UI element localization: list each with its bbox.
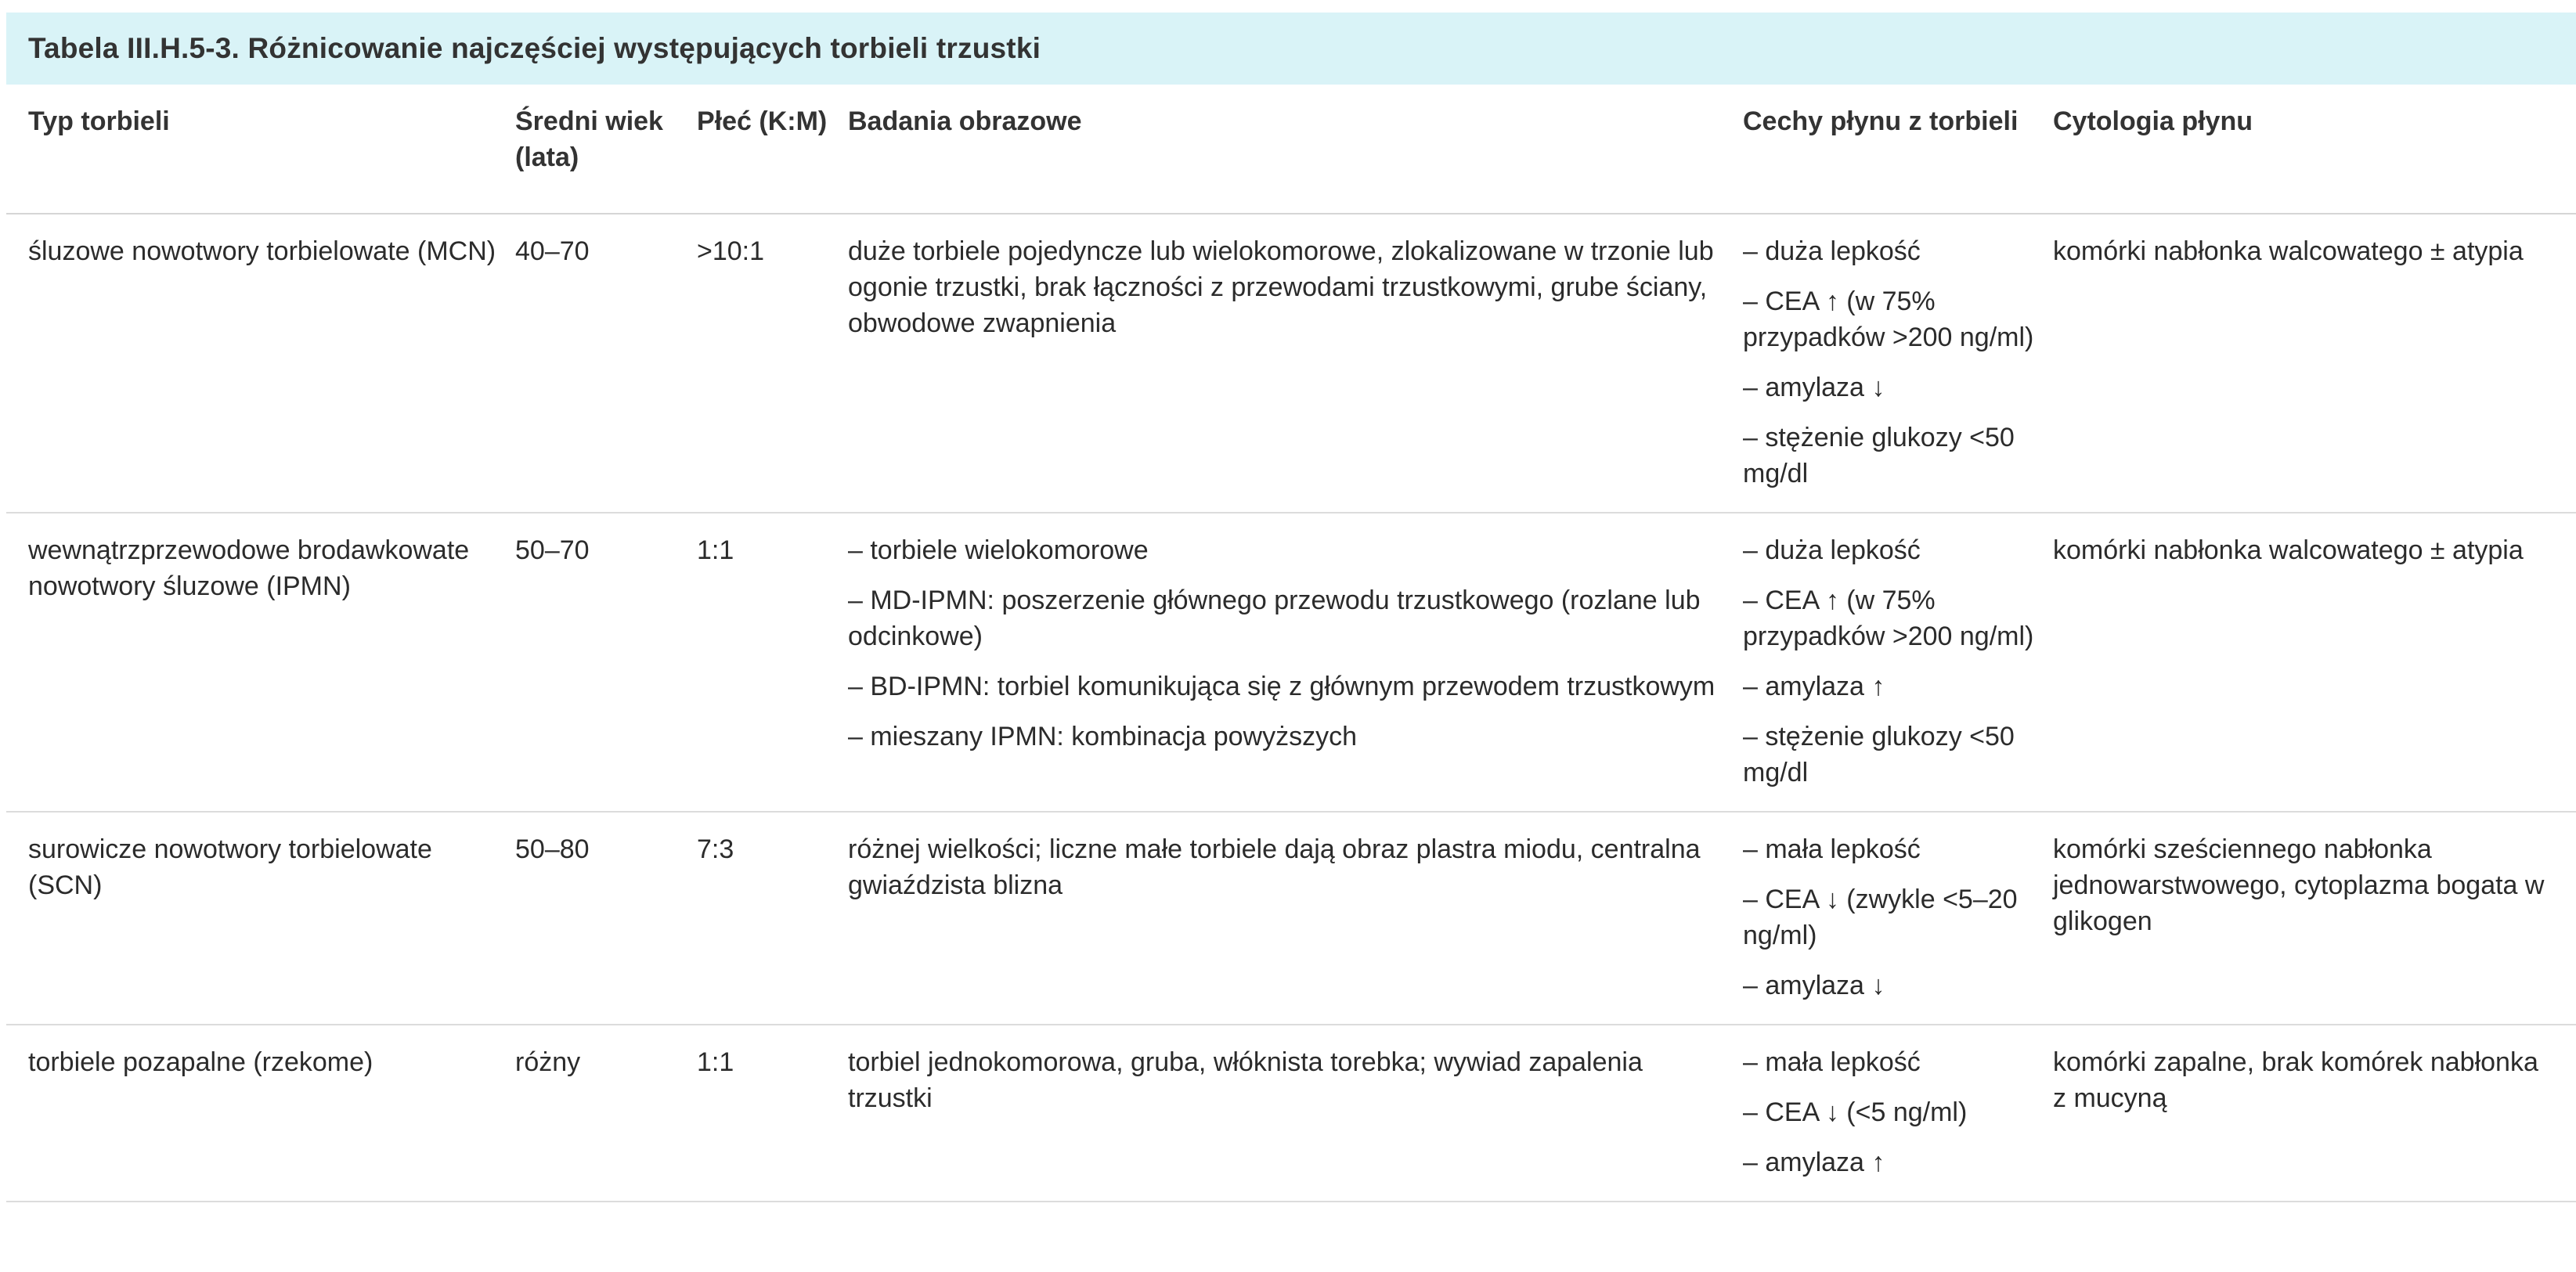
- header-age: Średni wiek (lata): [515, 85, 697, 214]
- fluid-item: – stężenie glukozy <50 mg/dl: [1743, 423, 2015, 488]
- header-cytology: Cytologia płynu: [2053, 85, 2576, 214]
- cell-fluid: [1743, 812, 2053, 1025]
- header-fluid: Cechy płynu z torbieli: [1743, 85, 2053, 214]
- table-caption: Tabela III.H.5-3. Różnicowanie najczęściej występujących torbieli trzustki: [6, 13, 2576, 85]
- cyst-differentiation-table: [6, 13, 2576, 1202]
- fluid-item: – CEA ↓ (zwykle <5–20 ng/ml): [1743, 885, 2018, 950]
- cell-sex: >10:1: [697, 214, 848, 513]
- cell-type: torbiele pozapalne (rzekome): [6, 1025, 515, 1202]
- cell-type: surowicze nowotwory torbielowate (SCN): [6, 812, 515, 1025]
- header-type: Typ torbieli: [6, 85, 515, 214]
- cell-fluid: [1743, 513, 2053, 812]
- cell-age: 50–70: [515, 513, 697, 812]
- fluid-item: – mała lepkość: [1743, 1047, 1921, 1077]
- imaging-item: torbiel jednokomorowa, gruba, włóknista torebka; wywiad zapalenia trzustki: [848, 1047, 1643, 1113]
- data-table: [6, 85, 2576, 1202]
- imaging-item: – mieszany IPMN: kombinacja powyższych: [848, 722, 1358, 751]
- fluid-item: – duża lepkość: [1743, 535, 1921, 565]
- cell-age: 40–70: [515, 214, 697, 513]
- table-row: [6, 214, 2576, 513]
- table-row: [6, 1025, 2576, 1202]
- cell-cytology: komórki zapalne, brak komórek nabłonka z mucyną: [2053, 1025, 2576, 1202]
- header-row: [6, 85, 2576, 214]
- cell-fluid: [1743, 1025, 2053, 1202]
- imaging-item: – MD-IPMN: poszerzenie głównego przewodu trzustkowego (rozlane lub odcinkowe): [848, 586, 1701, 651]
- cell-imaging: [848, 812, 1743, 1025]
- cell-type: śluzowe nowotwory torbielowate (MCN): [6, 214, 515, 513]
- fluid-item: – amylaza ↑: [1743, 672, 1885, 701]
- fluid-item: – duża lepkość: [1743, 236, 1921, 266]
- fluid-item: – amylaza ↑: [1743, 1148, 1885, 1177]
- cell-sex: 1:1: [697, 1025, 848, 1202]
- cell-cytology: komórki sześciennego nabłonka jednowarstwowego, cytoplazma bogata w glikogen: [2053, 812, 2576, 1025]
- imaging-item: – torbiele wielokomorowe: [848, 535, 1149, 565]
- fluid-item: – CEA ↑ (w 75% przypadków >200 ng/ml): [1743, 286, 2034, 352]
- imaging-item: duże torbiele pojedyncze lub wielokomorowe, zlokalizowane w trzonie lub ogonie trzustki, brak łączności z przewodami trzustkowymi, grube ściany, obwodowe zwapnienia: [848, 236, 1714, 338]
- cell-cytology: komórki nabłonka walcowatego ± atypia: [2053, 214, 2576, 513]
- cell-age: różny: [515, 1025, 697, 1202]
- cell-sex: 1:1: [697, 513, 848, 812]
- fluid-item: – CEA ↓ (<5 ng/ml): [1743, 1097, 1968, 1127]
- cell-cytology: komórki nabłonka walcowatego ± atypia: [2053, 513, 2576, 812]
- fluid-item: – CEA ↑ (w 75% przypadków >200 ng/ml): [1743, 586, 2034, 651]
- fluid-item: – stężenie glukozy <50 mg/dl: [1743, 722, 2015, 787]
- fluid-item: – amylaza ↓: [1743, 373, 1885, 402]
- table-row: [6, 812, 2576, 1025]
- header-sex: Płeć (K:M): [697, 85, 848, 214]
- table-row: [6, 513, 2576, 812]
- imaging-item: różnej wielkości; liczne małe torbiele dają obraz plastra miodu, centralna gwiaździsta blizna: [848, 834, 1701, 900]
- imaging-item: – BD-IPMN: torbiel komunikująca się z głównym przewodem trzustkowym: [848, 672, 1716, 701]
- header-imaging: Badania obrazowe: [848, 85, 1743, 214]
- cell-type: wewnątrzprzewodowe brodawkowate nowotwory śluzowe (IPMN): [6, 513, 515, 812]
- cell-sex: 7:3: [697, 812, 848, 1025]
- cell-imaging: [848, 1025, 1743, 1202]
- cell-imaging: [848, 214, 1743, 513]
- fluid-item: – mała lepkość: [1743, 834, 1921, 864]
- cell-fluid: [1743, 214, 2053, 513]
- cell-imaging: [848, 513, 1743, 812]
- fluid-item: – amylaza ↓: [1743, 971, 1885, 1000]
- cell-age: 50–80: [515, 812, 697, 1025]
